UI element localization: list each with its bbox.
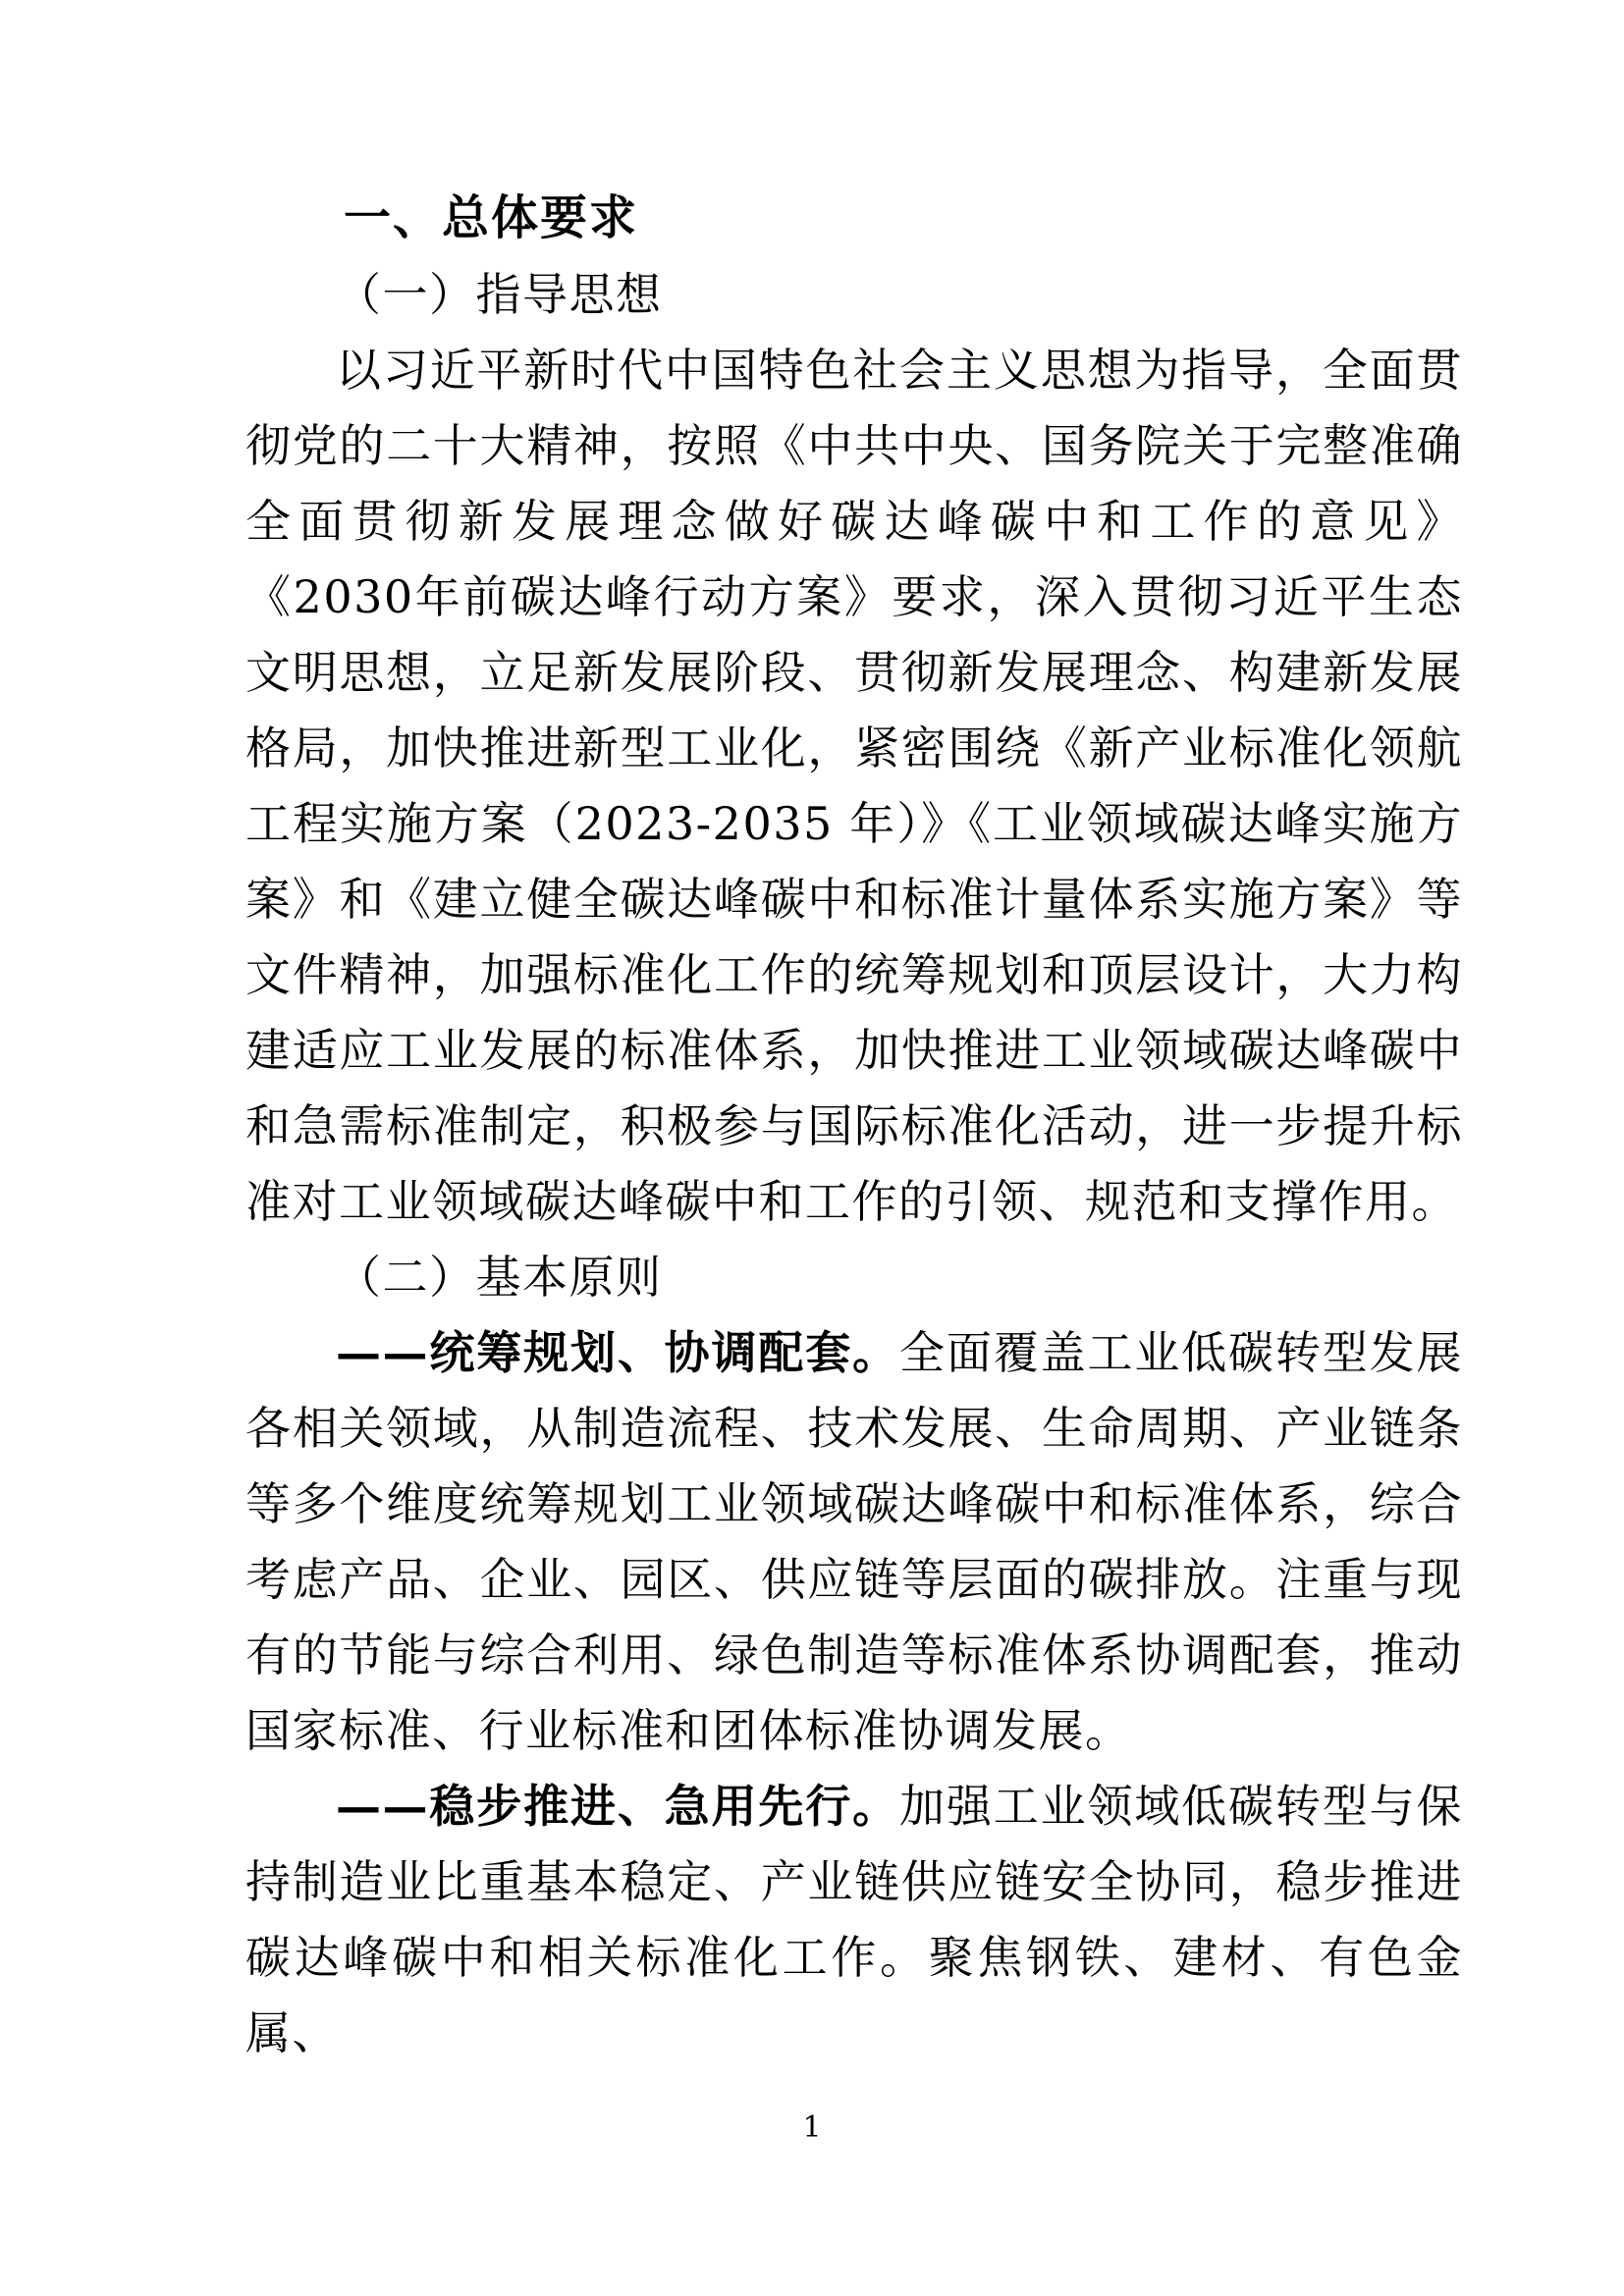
paragraph-principle-1 xyxy=(245,1315,1463,1769)
subsection-heading-guiding-ideology: （一）指导思想 xyxy=(336,268,663,321)
paragraph-guiding-ideology: 以习近平新时代中国特色社会主义思想为指导，全面贯彻党的二十大精神，按照《中共中央、国务院关于完整准确全面贯彻新发展理念做好碳达峰碳中和工作的意见》《2030年前碳达峰行动方案》要求，深入贯彻习近平生态文明思想，立足新发展阶段、贯彻新发展理念、构建新发展格局，加快推进新型工业化，紧密围绕《新产业标准化领航工程实施方案（2023-2035 年）》《工业领域碳达峰实施方案》和《建立健全碳达峰碳中和标准计量体系实施方案》等文件精神，加强标准化工作的统筹规划和顶层设计，大力构建适应工业发展的标准体系，加快推进工业领域碳达峰碳中和急需标准制定，积极参与国际标准化活动，进一步提升标准对工业领域碳达峰碳中和工作的引领、规范和支撑作用。 xyxy=(245,344,1463,1228)
principle-2-text: 加强工业领域低碳转型与保持制造业比重基本稳定、产业链供应链安全协同，稳步推进碳达峰碳中和相关标准化工作。聚焦钢铁、建材、有色金属、 xyxy=(245,1780,1464,2059)
document-body xyxy=(245,179,1463,2071)
page-number: 1 xyxy=(802,2110,822,2145)
principle-1-title: ——统筹规划、协调配套。 xyxy=(336,1326,899,1379)
principle-2-title: ——稳步推进、急用先行。 xyxy=(336,1780,899,1833)
paragraph-principle-2 xyxy=(245,1769,1463,2071)
principle-1-text: 全面覆盖工业低碳转型发展各相关领域，从制造流程、技术发展、生命周期、产业链条等多个维度统筹规划工业领域碳达峰碳中和标准体系，综合考虑产品、企业、园区、供应链等层面的碳排放。注重与现有的节能与综合利用、绿色制造等标准体系协调配套，推动国家标准、行业标准和团体标准协调发展。 xyxy=(245,1326,1464,1757)
subsection-heading-basic-principles: （二）基本原则 xyxy=(336,1251,663,1304)
section-heading: 一、总体要求 xyxy=(344,190,639,245)
